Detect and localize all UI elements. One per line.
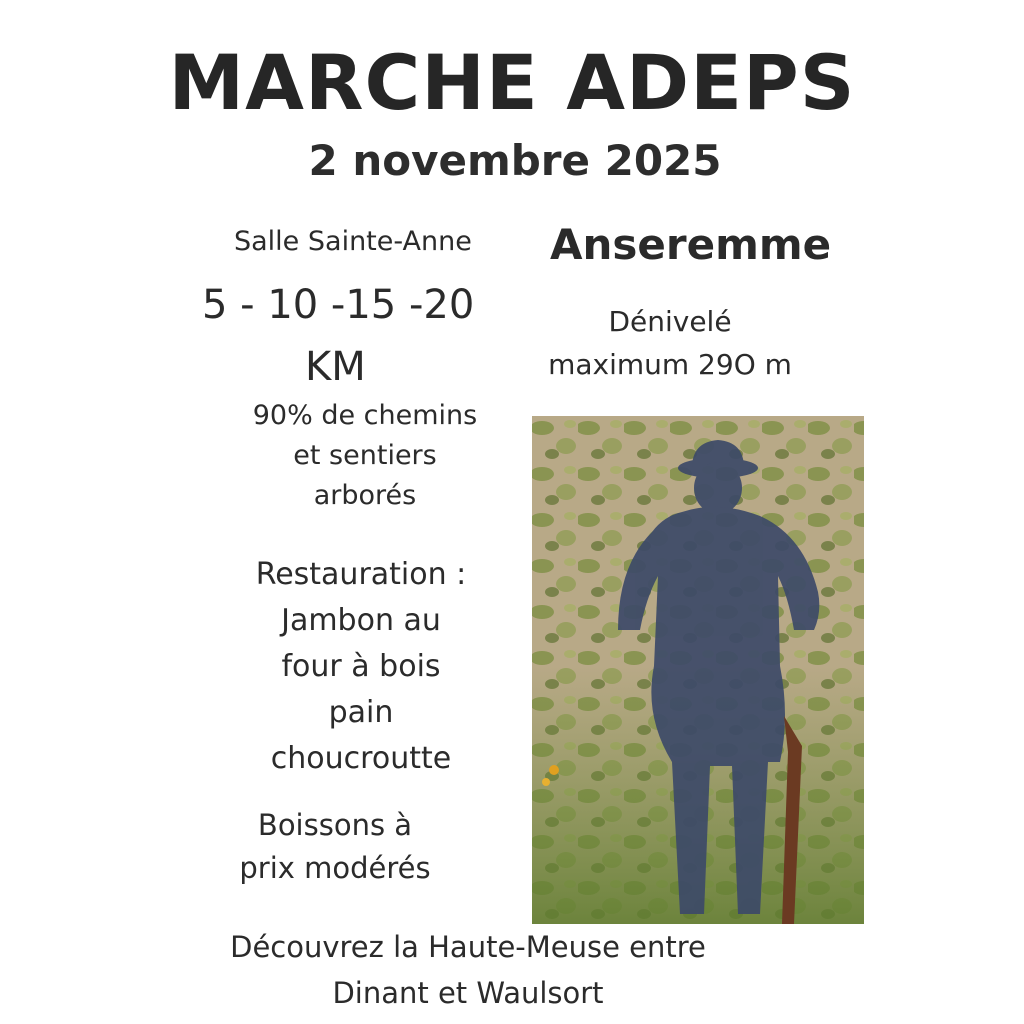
poster-title: MARCHE ADEPS [168,38,856,127]
discover-line: Dinant et Waulsort [332,976,604,1010]
yellow-flower [549,765,559,775]
paths-line: et sentiers [293,440,437,471]
drinks-line: prix modérés [239,851,431,885]
paths-line: 90% de chemins [252,400,478,431]
distance-options: 5 - 10 -15 -20 [202,282,475,328]
town-name: Anseremme [550,220,832,269]
discover-line: Découvrez la Haute-Meuse entre [230,930,706,964]
elevation-info [520,300,820,386]
catering-line: Restauration : [255,557,467,592]
distance-unit: KM [305,344,366,390]
catering-line: pain [328,695,394,730]
discover-info [0,924,936,1016]
catering-line: Jambon au [281,603,441,638]
walker-shadow-photo [532,416,864,924]
drinks-line: Boissons à [257,808,413,842]
elevation-line: Dénivelé [608,305,732,338]
yellow-flower [542,778,550,786]
venue-name: Salle Sainte-Anne [234,226,472,257]
catering-line: four à bois [281,649,441,684]
drinks-info [170,804,500,890]
event-date: 2 novembre 2025 [308,136,722,185]
elevation-line: maximum 29O m [548,348,792,381]
paths-line: arborés [313,480,417,511]
paths-info [200,396,530,516]
catering-line: choucroutte [270,741,452,776]
catering-info [196,552,526,782]
